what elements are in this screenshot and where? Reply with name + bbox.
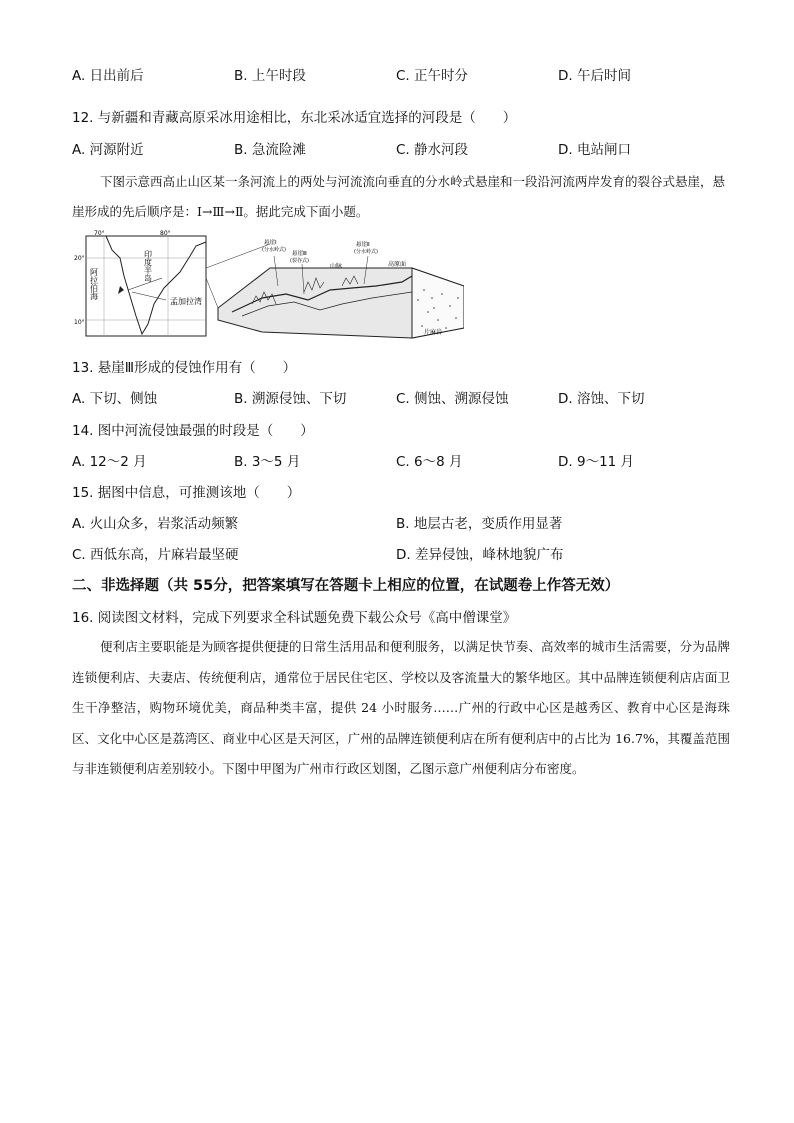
- q13-option-d: D. 溶蚀、下切: [558, 391, 645, 407]
- q12-option-b: B. 急流险滩: [234, 142, 306, 158]
- q13-option-b: B. 溯源侵蚀、下切: [234, 391, 347, 407]
- q11-option-d: D. 午后时间: [558, 68, 631, 84]
- q15-option-d: D. 差异侵蚀，峰林地貌广布: [396, 547, 564, 563]
- cliff-3-label: 悬崖Ⅲ: [292, 251, 307, 257]
- q13-option-c: C. 侧蚀、溯源侵蚀: [396, 391, 509, 407]
- figure-intro: 下图示意西高止山区某一条河流上的两处与河流流向垂直的分水岭式悬崖和一段沿河流两岸发育的裂谷式悬崖，悬崖形成的先后顺序是：Ⅰ→Ⅲ→Ⅱ。据此完成下面小题。: [72, 174, 726, 219]
- bay-of-bengal-label: 孟加拉湾: [170, 297, 202, 306]
- plateau-label: 高原面: [388, 261, 407, 268]
- q14-option-a: A. 12～2 月: [72, 454, 147, 470]
- india-map: [74, 230, 206, 336]
- q16-material: 便利店主要职能是为顾客提供便捷的日常生活用品和便利服务，以满足快节奏、高效率的城市生活需要，分为品牌连锁便利店、夫妻店、传统便利店，通常位于居民住宅区、学校以及客流量大的繁华地区。其中品牌连锁便利店店面卫生干净整洁，购物环境优美，商品种类丰富，提供 24 小时服务……广州的行政中心区是越秀区、教育中心区是海珠区、文化中心区是荔湾区、商业中心区是天河区，广州的品牌连锁便利店在所有便利店中的占比为 16.7%，其覆盖范围与非连锁便利店差别较小。下图中甲图为广州市行政区划图，乙图示意广州便利店分布密度。: [72, 639, 730, 776]
- q13-stem: 13. 悬崖Ⅲ形成的侵蚀作用有（ ）: [72, 360, 297, 376]
- cliff-3-type: (裂谷式): [290, 258, 309, 264]
- q14-option-c: C. 6～8 月: [396, 454, 463, 470]
- q12-option-c: C. 静水河段: [396, 142, 469, 158]
- q12-option-d: D. 电站闸口: [558, 142, 631, 158]
- q15-stem: 15. 据图中信息，可推测该地（ ）: [72, 485, 301, 501]
- cliff-1-type: (分水岭式): [262, 247, 286, 253]
- cliff-2-label: 悬崖Ⅱ: [356, 242, 370, 248]
- q14-option-b: B. 3～5 月: [234, 454, 301, 470]
- section-2-heading: 二、非选择题（共 55分，把答案填写在答题卡上相应的位置，在试题卷上作答无效）: [72, 578, 620, 594]
- arabian-sea-label: 阿拉伯海: [89, 268, 99, 300]
- mountain-label: 山脉: [330, 263, 343, 270]
- q11-option-c: C. 正午时分: [396, 68, 469, 84]
- q15-option-b: B. 地层古老，变质作用显著: [396, 516, 563, 532]
- q15-option-a: A. 火山众多，岩浆活动频繁: [72, 516, 239, 532]
- block-diagram: [218, 238, 464, 338]
- q13-option-a: A. 下切、侧蚀: [72, 391, 158, 407]
- q12-stem: 12. 与新疆和青藏高原采冰用途相比，东北采冰适宜选择的河段是（ ）: [72, 110, 517, 126]
- q15-option-c: C. 西低东高，片麻岩最坚硬: [72, 547, 239, 563]
- gneiss-label: 片麻岩: [424, 329, 443, 336]
- lon-70-label: 70°: [94, 230, 105, 237]
- lat-20-label: 20°: [74, 255, 85, 262]
- q16-stem: 16. 阅读图文材料，完成下列要求全科试题免费下载公众号《高中僧课堂》: [72, 610, 517, 626]
- lat-10-label: 10°: [74, 319, 85, 326]
- cliff-2-type: (分水岭式): [354, 249, 378, 255]
- q14-stem: 14. 图中河流侵蚀最强的时段是（ ）: [72, 423, 314, 439]
- figure-cliff-diagram: [72, 228, 464, 346]
- q11-option-b: B. 上午时段: [234, 68, 306, 84]
- lon-80-label: 80°: [160, 230, 171, 237]
- q14-option-d: D. 9～11 月: [558, 454, 635, 470]
- indian-peninsula-label: 印度半岛: [143, 250, 153, 282]
- cliff-1-label: 悬崖Ⅰ: [264, 240, 277, 246]
- q12-option-a: A. 河源附近: [72, 142, 144, 158]
- q11-option-a: A. 日出前后: [72, 68, 144, 84]
